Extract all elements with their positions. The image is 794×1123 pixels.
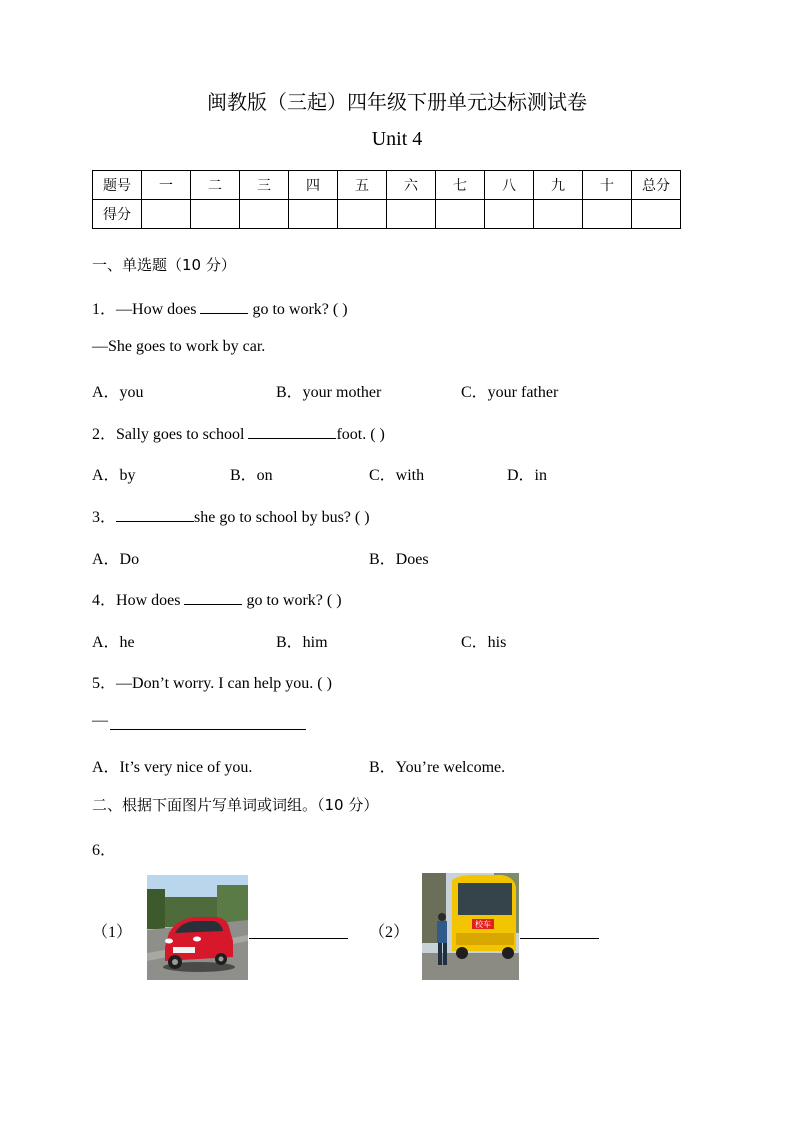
score-table-score-row — [93, 200, 681, 229]
school-bus-image — [422, 873, 519, 980]
score-table — [92, 170, 681, 229]
score-input-cell[interactable] — [436, 200, 485, 229]
score-cell: 八 — [485, 171, 534, 200]
score-cell: 九 — [534, 171, 583, 200]
question-2 — [92, 421, 385, 444]
item-1-label: （1） — [92, 924, 133, 941]
score-input-cell[interactable] — [583, 200, 632, 229]
answer-blank[interactable] — [116, 507, 194, 522]
answer-blank[interactable] — [184, 590, 242, 605]
score-cell: 十 — [583, 171, 632, 200]
score-cell: 总分 — [632, 171, 681, 200]
score-input-cell[interactable] — [289, 200, 338, 229]
score-input-cell[interactable] — [191, 200, 240, 229]
car-image — [147, 875, 248, 980]
question-text: Sally goes to school — [116, 426, 245, 443]
question-number: 2． — [92, 426, 117, 443]
question-text: —Don’t worry. I can help you. ( ) — [116, 675, 332, 692]
question-4 — [92, 587, 342, 610]
question-1 — [92, 296, 348, 319]
score-cell: 一 — [142, 171, 191, 200]
question-text: How does — [116, 592, 181, 609]
option-b[interactable]: B．You’re welcome. — [369, 759, 506, 776]
answer-blank[interactable] — [200, 299, 248, 314]
score-cell: 得分 — [93, 200, 142, 229]
answer-blank[interactable] — [248, 424, 336, 439]
question-number: 5． — [92, 675, 117, 692]
section2-heading: 二、根据下面图片写单词或词组。（10 分） — [92, 796, 379, 814]
option-b[interactable]: B．him — [276, 634, 328, 651]
question-text: go to work? ( ) — [252, 301, 348, 318]
option-d[interactable]: D．in — [507, 467, 548, 484]
option-a[interactable]: A．he — [92, 634, 135, 651]
score-input-cell[interactable] — [142, 200, 191, 229]
score-cell: 三 — [240, 171, 289, 200]
score-input-cell[interactable] — [485, 200, 534, 229]
score-cell: 五 — [338, 171, 387, 200]
option-b[interactable]: B．on — [230, 467, 273, 484]
answer-line-2[interactable] — [520, 938, 599, 939]
option-c[interactable]: C．your father — [461, 384, 559, 401]
question-number: 4． — [92, 592, 117, 609]
page-subtitle: Unit 4 — [371, 128, 423, 150]
score-cell: 四 — [289, 171, 338, 200]
dialogue-dash: — — [92, 712, 108, 729]
score-input-cell[interactable] — [387, 200, 436, 229]
bus-sign-text: 校车 — [475, 920, 491, 929]
question-text: she go to school by bus? ( ) — [194, 509, 370, 526]
score-cell: 题号 — [93, 171, 142, 200]
score-input-cell[interactable] — [632, 200, 681, 229]
option-b[interactable]: B．Does — [369, 551, 429, 568]
option-a[interactable]: A．you — [92, 384, 144, 401]
score-cell: 七 — [436, 171, 485, 200]
score-table-header-row — [93, 171, 681, 200]
question-text: foot. ( ) — [336, 426, 385, 443]
score-input-cell[interactable] — [240, 200, 289, 229]
question-1-dialogue: —She goes to work by car. — [92, 338, 266, 355]
item-2-label: （2） — [369, 924, 410, 941]
section1-heading: 一、单选题（10 分） — [92, 256, 236, 274]
school-bus-picture-icon — [422, 873, 519, 980]
answer-line-1[interactable] — [249, 938, 348, 939]
question-number: 1． — [92, 301, 117, 318]
page-title: 闽教版（三起）四年级下册单元达标测试卷 — [207, 92, 587, 114]
question-text: go to work? ( ) — [246, 592, 342, 609]
question-text: —How does — [116, 301, 197, 318]
question-3 — [92, 504, 370, 527]
answer-line[interactable] — [110, 729, 306, 730]
car-picture-icon — [147, 875, 248, 980]
score-input-cell[interactable] — [338, 200, 387, 229]
option-b[interactable]: B．your mother — [276, 384, 382, 401]
option-a[interactable]: A．Do — [92, 551, 140, 568]
question-6-number: 6． — [92, 842, 117, 859]
question-number: 3． — [92, 509, 117, 526]
question-5 — [92, 670, 332, 693]
option-c[interactable]: C．with — [369, 467, 425, 484]
score-cell: 六 — [387, 171, 436, 200]
option-a[interactable]: A．by — [92, 467, 136, 484]
option-a[interactable]: A．It’s very nice of you. — [92, 759, 253, 776]
option-c[interactable]: C．his — [461, 634, 507, 651]
score-cell: 二 — [191, 171, 240, 200]
score-input-cell[interactable] — [534, 200, 583, 229]
